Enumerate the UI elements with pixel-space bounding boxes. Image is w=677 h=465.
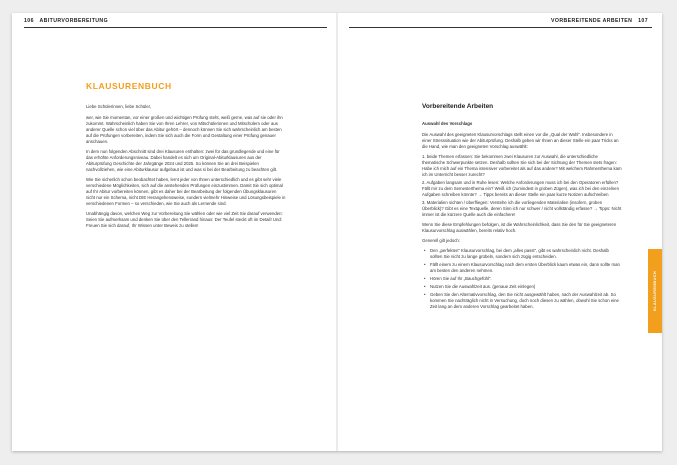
left-page xyxy=(12,13,337,451)
bullet-item: • Nutzen Sie die Auswahlzeit aus. (genaue Zeit einlegen) xyxy=(430,284,622,290)
bullet-list xyxy=(422,248,622,310)
bullet-item: • Hören Sie auf Ihr „Bauchgefühl“. xyxy=(430,276,622,282)
right-header-rule xyxy=(349,27,652,28)
left-page-number: 106 xyxy=(24,18,34,24)
step-item: 2. Aufgaben langsam und in Ruhe lesen: Welche Anforderungen muss ich bei den Operatoren erfüllen? Fällt mir zu dem Semesterthema ein? Weiß ich (zumindest in groben Zügen), was ich bei den einzelnen Aufgaben schreiben könnte? → Tipps bereits an dieser Stelle ein paar kurze Notizen aufschreiben xyxy=(422,180,619,197)
left-body xyxy=(86,104,286,233)
left-running-title: ABITURVORBEREITUNG xyxy=(39,18,109,24)
after-steps-paragraph: Wenn Sie diese Empfehlungen befolgen, ist die Wahrscheinlichkeit, dass Sie den für Sie geeigneteren Klausurvorschlag auswählen, bereits relativ hoch. xyxy=(422,222,617,233)
side-tab-label: KLAUSURENBUCH xyxy=(653,270,657,312)
right-body xyxy=(422,121,622,314)
paragraph: wer, wie Sie momentan, vor einer großen und wichtigen Prüfung steht, weiß gerne, was auf sie oder ihn zukommt. Wahrscheinlich haben Sie von Ihren Lehrer, von Mitschülerinnen und Mitschülern oder aus anderer Quelle schon viel über das Abitur gehört – dennoch können Sie sich wahrscheinlich am besten auf die Prüfungen vorbereiten, indem Sie sich auch die Form und Gestaltung einer Prüfung genauer anschauen. xyxy=(86,115,283,144)
steps-list xyxy=(422,154,622,218)
page-title: Vorbereitende Arbeiten xyxy=(422,103,494,110)
book-spread xyxy=(12,13,662,451)
step-item: 3. Materialien sichten / überfliegen: Verstehe ich die vorliegenden Materialien (insofern, groben Überblick)? Gibt es eine Textquelle, deren Sinn ich nur schwer / nicht vollständig erfasse? → Tipps: Nicht immer ist die kürzere Quelle auch die einfachere! xyxy=(422,200,622,217)
section-title: KLAUSURENBUCH xyxy=(86,81,172,91)
right-running-title: VORBEREITENDE ARBEITEN xyxy=(551,18,633,24)
bullet-item: • Fällt einem zu einem Klausurvorschlag nach dem ersten Überblick kaum etwas ein, dann sollte man am besten den anderen nehmen. xyxy=(430,262,622,274)
bullet-item: • Geben Sie den Alternativvorschlag, den Sie nicht ausgewählt haben, nach der Auswahlzeit ab. So kommen Sie nachträglich nicht in Versuchung, doch noch diesen zu wählen, obwohl Sie schon eine Zeit lang an dem anderen Vorschlag gearbeitet haben. xyxy=(430,292,622,310)
step-item: 1. beide Themen erfassen: Sie bekommen zwei Klausuren zur Auswahl, die unterschiedliche thematische Schwerpunkte setzen. Deshalb sollten Sie sich bei der Sichtung der Themen stets fragen: Habe ich mich auf ein Thema intensiver vorbereitet als auf das andere? Mit welchem Rahmenthema kam ich im Unterricht besser zurecht? xyxy=(422,154,622,177)
left-header-rule xyxy=(24,27,327,28)
chapter-side-tab xyxy=(648,249,662,333)
right-running-head xyxy=(551,18,652,24)
intro-paragraph: Die Auswahl des geeigneten Klausurvorschlags stellt einen vor die „Qual der Wahl“. Insbesondere in einer Stresssituation wie der Abiturprüfung. Deshalb geben wir Ihnen an dieser Stelle ein paar Tricks an die Hand, wie man den geeigneten Vorschlag auswählt: xyxy=(422,132,619,149)
bullet-item: • Den „perfekten“ Klausurvorschlag, bei dem „alles passt“, gibt es wahrscheinlich nicht. Deshalb sollten Sie nicht zu lange grübeln, sondern sich zügig entscheiden. xyxy=(430,248,622,260)
greeting: Liebe Schülerinnen, liebe Schüler, xyxy=(86,104,151,109)
left-running-head xyxy=(24,18,108,24)
right-page xyxy=(337,13,662,451)
general-label: Generell gilt jedoch: xyxy=(422,238,460,243)
paragraph: Wie Sie sicherlich schon beobachtet haben, lernt jeder von Ihnen unterschiedlich und es gibt sehr viele verschiedene Möglichkeiten, sich auf die anstehenden Prüfungen einzustimmen. Damit Sie sich optimal auf Ihr Abitur vorbereiten können, gibt es daher bei der Bearbeitung der folgenden Übungsklausuren nicht nur ein Schema, nicht DIE Herangehensweise, sondern vielmehr Hinweise und Lösungsbeispiele in verschiedenen Formen – so verschieden, wie Sie auch als Lernende sind. xyxy=(86,177,286,206)
subheading: Auswahl des Vorschlags xyxy=(422,121,473,126)
paragraph: Unabhängig davon, welchen Weg zur Vorbereitung Sie wählen oder wie viel Zeit Sie darauf verwenden: Seien Sie aufmerksam und denken Sie über den Tellerrand hinaus: Der Teufel steckt oft im Detail! Und: Freuen Sie sich darauf, Ihr Wissen unter Beweis zu stellen! xyxy=(86,211,283,228)
right-page-number: 107 xyxy=(638,18,648,24)
paragraph: In dem nun folgenden Abschnitt sind drei Klausuren enthalten: zwei für das grundlegende und eine für das erhöhte Anforderungsniveau. Dabei handelt es sich um Original-Abiturklausuren aus der Abiturprüfung Geschichte der Jahrgänge 2024 und 2025. So können Sie an drei Beispielen nachvollziehen, wie eine Abiturklausur aufgebaut ist und was si bei der Bearbeitung zu beachten gilt. xyxy=(86,149,280,172)
